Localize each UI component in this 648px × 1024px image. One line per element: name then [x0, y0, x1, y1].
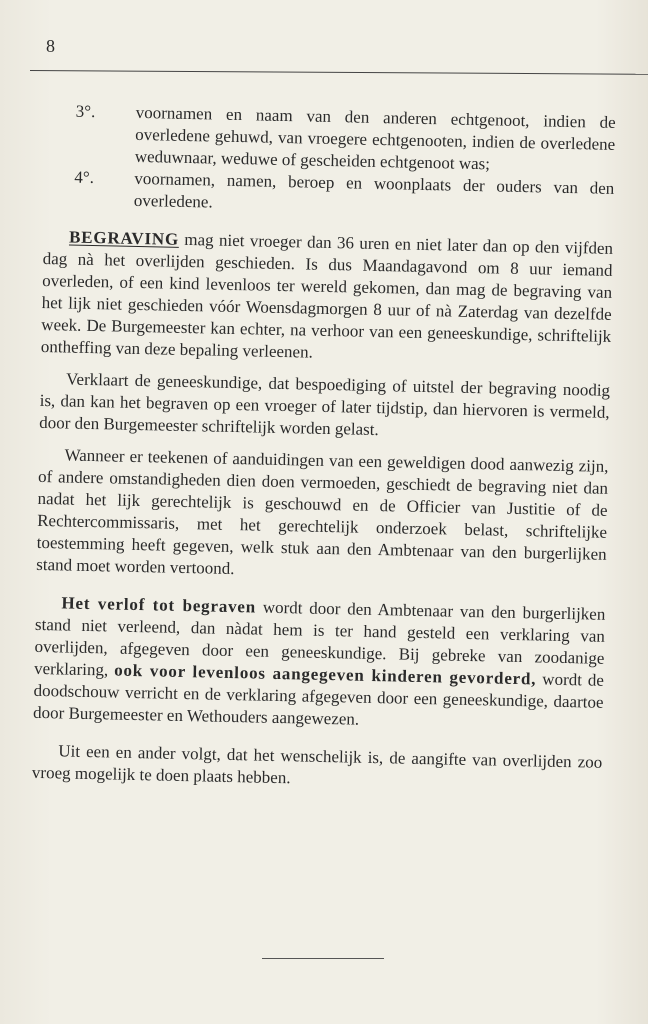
list-item-number: 3°.	[75, 101, 96, 122]
footer-rule	[262, 958, 384, 959]
paragraph-verlof	[33, 592, 606, 736]
list-item-text: voornamen, namen, beroep en woonplaats der ouders van den overledene.	[133, 168, 615, 212]
paragraph-begraving	[41, 226, 614, 370]
page-number: 8	[46, 36, 55, 56]
keyword-verlof: Het verlof tot begraven	[61, 593, 257, 617]
header-rule	[30, 70, 648, 75]
keyword-levenloos: ook voor levenloos aangegeven kinderen gevorderd,	[113, 660, 537, 689]
paragraph-text: wordt door den Ambtenaar van den burgerlijken stand niet verleend, dan nàdat hem is ter hand gesteld een verklaring van overlijden, afgegeven door een geneeskundige. Bij gebreke van zoodanige verklaring,	[33, 597, 606, 680]
keyword-begraving: BEGRAVING	[68, 227, 180, 249]
paragraph-wanneer: Wanneer er teekenen of aanduidingen van een geweldigen dood aanwezig zijn, of andere omstandigheden dien doen vermoeden, geschiedt de begraving niet dan nadat het lijk gerechtelijk is geschouwd en de Officier van Justitie of de Rechtercommissaris, met het gerechtelijk onderzoek belast, schriftelijke toestemming heeft gegeven, welk stuk aan den Ambtenaar van den burgerlijken stand moet worden vertoond.	[36, 445, 609, 579]
paragraph-verklaart: Verklaart de geneeskundige, dat bespoediging of uitstel der begraving noodig is, dan kan het begraven op een vroeger of later tijdstip, dan hiervoren is vermeld, door den Burgemeester schriftelijk worden gelast.	[39, 369, 611, 440]
paragraph-uit-een: Uit een en ander volgt, dat het wenschelijk is, de aangifte van overlijden zoo vroeg mogelijk te doen plaats hebben.	[31, 741, 603, 788]
paragraph-text: wordt de doodschouw verricht en de verklaring afgegeven door een geneeskundige, daartoe door Burgemeester en Wethouders aangewezen.	[32, 669, 605, 729]
list-item-number: 4°.	[74, 167, 95, 188]
body-text	[32, 100, 616, 796]
list-item-text: voornamen en naam van den anderen echtgenoot, indien de overledene gehuwd, van vroegere echtgenooten, indien de overledene weduwnaar, weduwe of gescheiden echtgenoot was;	[134, 102, 616, 174]
list-item-3	[45, 100, 616, 178]
paragraph-text: mag niet vroeger dan 36 uren en niet later dan op den vijfden dag nà het overlijden geschieden. Is dus Maandagavond om 8 uur iemand overleden, of een kind levenloos ter wereld gekomen, dan mag de begraving van het lijk niet geschieden vóór Woensdagmorgen 8 uur of nà Zaterdag van dezelfde week. De Burgemeester kan echter, na verhoor van een geneeskundige, schriftelijk ontheffing van deze bepaling verleenen.	[40, 229, 614, 362]
